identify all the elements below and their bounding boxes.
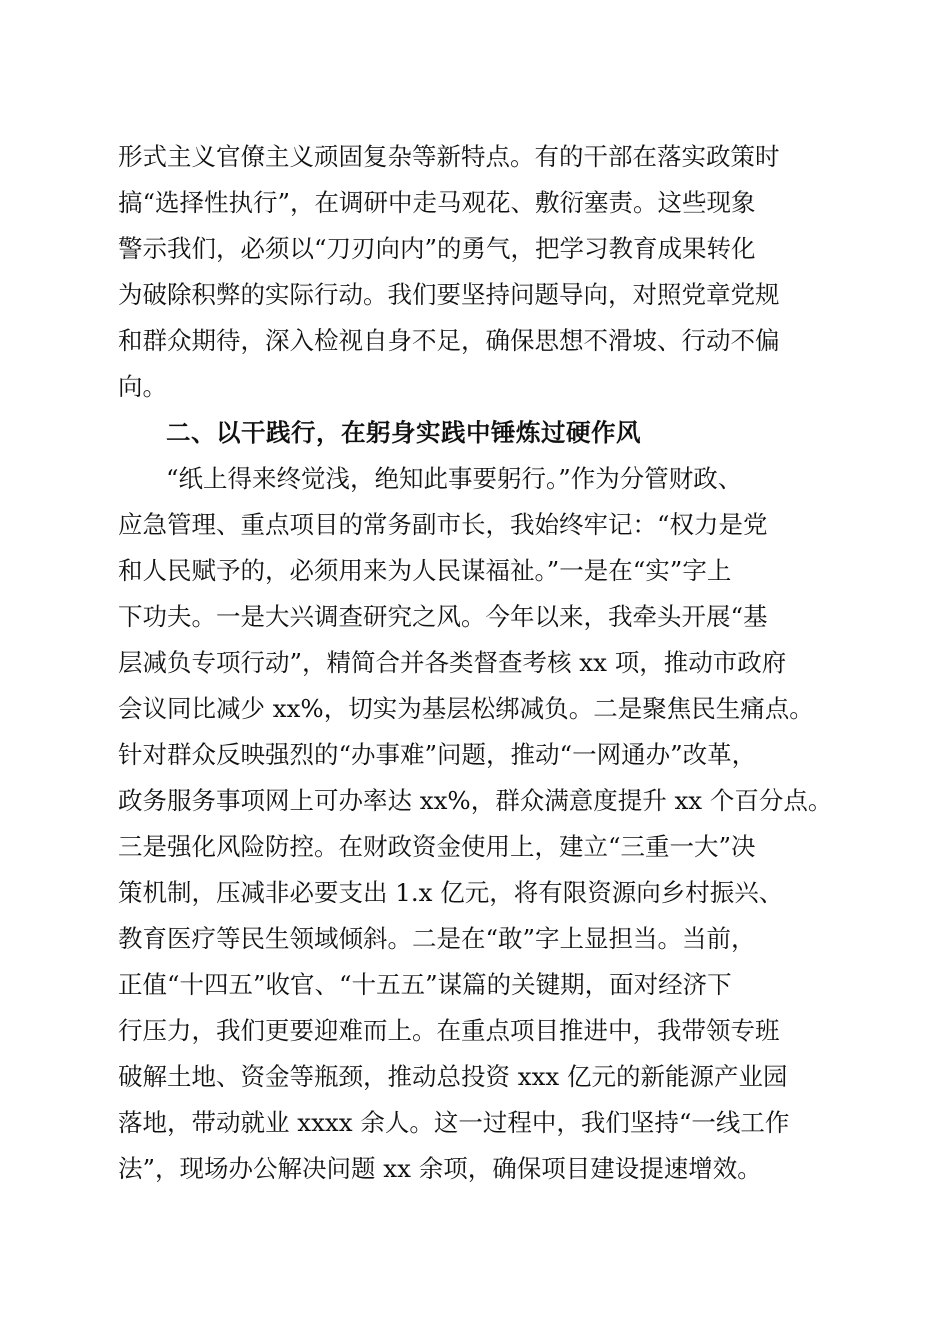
paragraph-line: 下功夫。一是大兴调查研究之风。今年以来，我牵头开展“基 [118,602,768,631]
paragraph-line: 教育医疗等民生领域倾斜。二是在“敢”字上显担当。当前， [118,924,756,953]
section-heading: 二、以干践行，在躬身实践中锤炼过硬作风 [166,418,641,447]
paragraph-line: 法”，现场办公解决问题 xx 余项，确保项目建设提速增效。 [118,1154,762,1183]
paragraph-line: 三是强化风险防控。在财政资金使用上，建立“三重一大”决 [118,832,756,861]
paragraph-line: 正值“十四五”收官、“十五五”谋篇的关键期，面对经济下 [118,970,732,999]
paragraph-line: 和人民赋予的，必须用来为人民谋福祉。”一是在“实”字上 [118,556,732,585]
paragraph-line: 和群众期待，深入检视自身不足，确保思想不滑坡、行动不偏 [118,326,780,355]
paragraph-line: 警示我们，必须以“刀刃向内”的勇气，把学习教育成果转化 [118,234,756,263]
paragraph-line: 策机制，压减非必要支出 1.x 亿元，将有限资源向乡村振兴、 [118,878,784,907]
paragraph-line: 针对群众反映强烈的“办事难”问题，推动“一网通办”改革， [118,740,757,769]
paragraph-line: 搞“选择性执行”，在调研中走马观花、敷衍塞责。这些现象 [118,188,756,217]
paragraph-line: 破解土地、资金等瓶颈，推动总投资 xxx 亿元的新能源产业园 [118,1062,788,1091]
paragraph-line: 行压力，我们更要迎难而上。在重点项目推进中，我带领专班 [118,1016,780,1045]
paragraph-line: 应急管理、重点项目的常务副市长，我始终牢记：“权力是党 [118,510,768,539]
paragraph-line: 向。 [118,372,167,401]
paragraph-line: 形式主义官僚主义顽固复杂等新特点。有的干部在落实政策时 [118,142,780,171]
paragraph-line: 落地，带动就业 xxxx 余人。这一过程中，我们坚持“一线工作 [118,1108,790,1137]
paragraph-line: 会议同比减少 xx%，切实为基层松绑减负。二是聚焦民生痛点。 [118,694,814,723]
paragraph-line: 政务服务事项网上可办率达 xx%，群众满意度提升 xx 个百分点。 [118,786,833,815]
paragraph-line: “纸上得来终觉浅，绝知此事要躬行。”作为分管财政、 [166,464,743,493]
paragraph-line: 为破除积弊的实际行动。我们要坚持问题导向，对照党章党规 [118,280,780,309]
paragraph-line: 层减负专项行动”，精简合并各类督查考核 xx 项，推动市政府 [118,648,787,677]
